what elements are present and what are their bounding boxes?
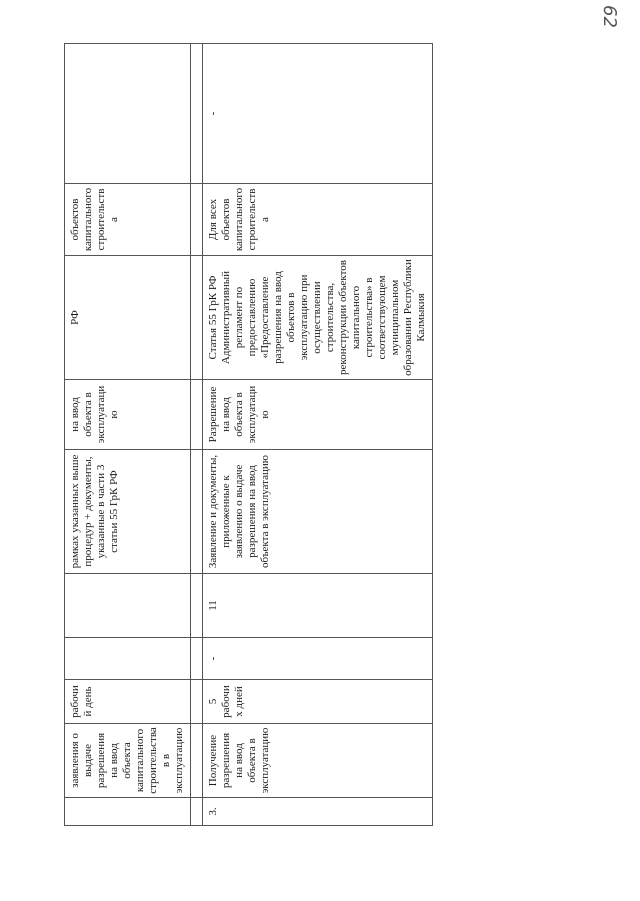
cell-applicability: объектов капитального строительства bbox=[65, 184, 191, 256]
document-table bbox=[64, 43, 433, 826]
cell-documents: рамках указанных выше процедур + документы, указанные в части 3 статьи 55 ГрК РФ bbox=[65, 450, 191, 574]
table-row-continued bbox=[65, 44, 191, 826]
cell-process: Получение разрешения на ввод объекта в эксплуатацию bbox=[203, 724, 433, 798]
spacer-cell bbox=[191, 724, 203, 798]
cell-term: рабочий день bbox=[65, 680, 191, 724]
table-row-3 bbox=[203, 44, 433, 826]
cell-applicability: Для всех объектов капитального строительства bbox=[203, 184, 433, 256]
spacer-cell bbox=[191, 798, 203, 826]
cell-documents: Заявление и документы, приложенные к заявлению о выдаче разрешения на ввод объекта в эксплуатацию bbox=[203, 450, 433, 574]
cell-col10: - bbox=[203, 44, 433, 184]
cell-col4: - bbox=[203, 638, 433, 680]
spacer-cell bbox=[191, 638, 203, 680]
table-row-spacer bbox=[191, 44, 203, 826]
spacer-cell bbox=[191, 44, 203, 184]
cell-legal-basis: Статья 55 ГрК РФ Административный регламент по предоставлению «Предоставление разрешения на ввод объектов в эксплуатацию при осуществлении строительства, реконструкции объектов капитального строительства» в соответствующем муниципальном образовании Республики Калмыкия bbox=[203, 256, 433, 380]
cell-result: Разрешение на ввод объекта в эксплуатацию bbox=[203, 380, 433, 450]
spacer-cell bbox=[191, 450, 203, 574]
cell-process: заявления о выдаче разрешения на ввод объекта капитального строительства в в эксплуатацию bbox=[65, 724, 191, 798]
cell-col4 bbox=[65, 638, 191, 680]
spacer-cell bbox=[191, 380, 203, 450]
cell-legal-basis: РФ bbox=[65, 256, 191, 380]
cell-num: 3. bbox=[203, 798, 433, 826]
cell-num bbox=[65, 798, 191, 826]
cell-col5: 11 bbox=[203, 574, 433, 638]
spacer-cell bbox=[191, 256, 203, 380]
page-number: 62 bbox=[598, 5, 620, 28]
cell-col5 bbox=[65, 574, 191, 638]
spacer-cell bbox=[191, 574, 203, 638]
cell-result: на ввод объекта в эксплуатацию bbox=[65, 380, 191, 450]
cell-col10 bbox=[65, 44, 191, 184]
spacer-cell bbox=[191, 184, 203, 256]
spacer-cell bbox=[191, 680, 203, 724]
cell-term: 5 рабочих дней bbox=[203, 680, 433, 724]
